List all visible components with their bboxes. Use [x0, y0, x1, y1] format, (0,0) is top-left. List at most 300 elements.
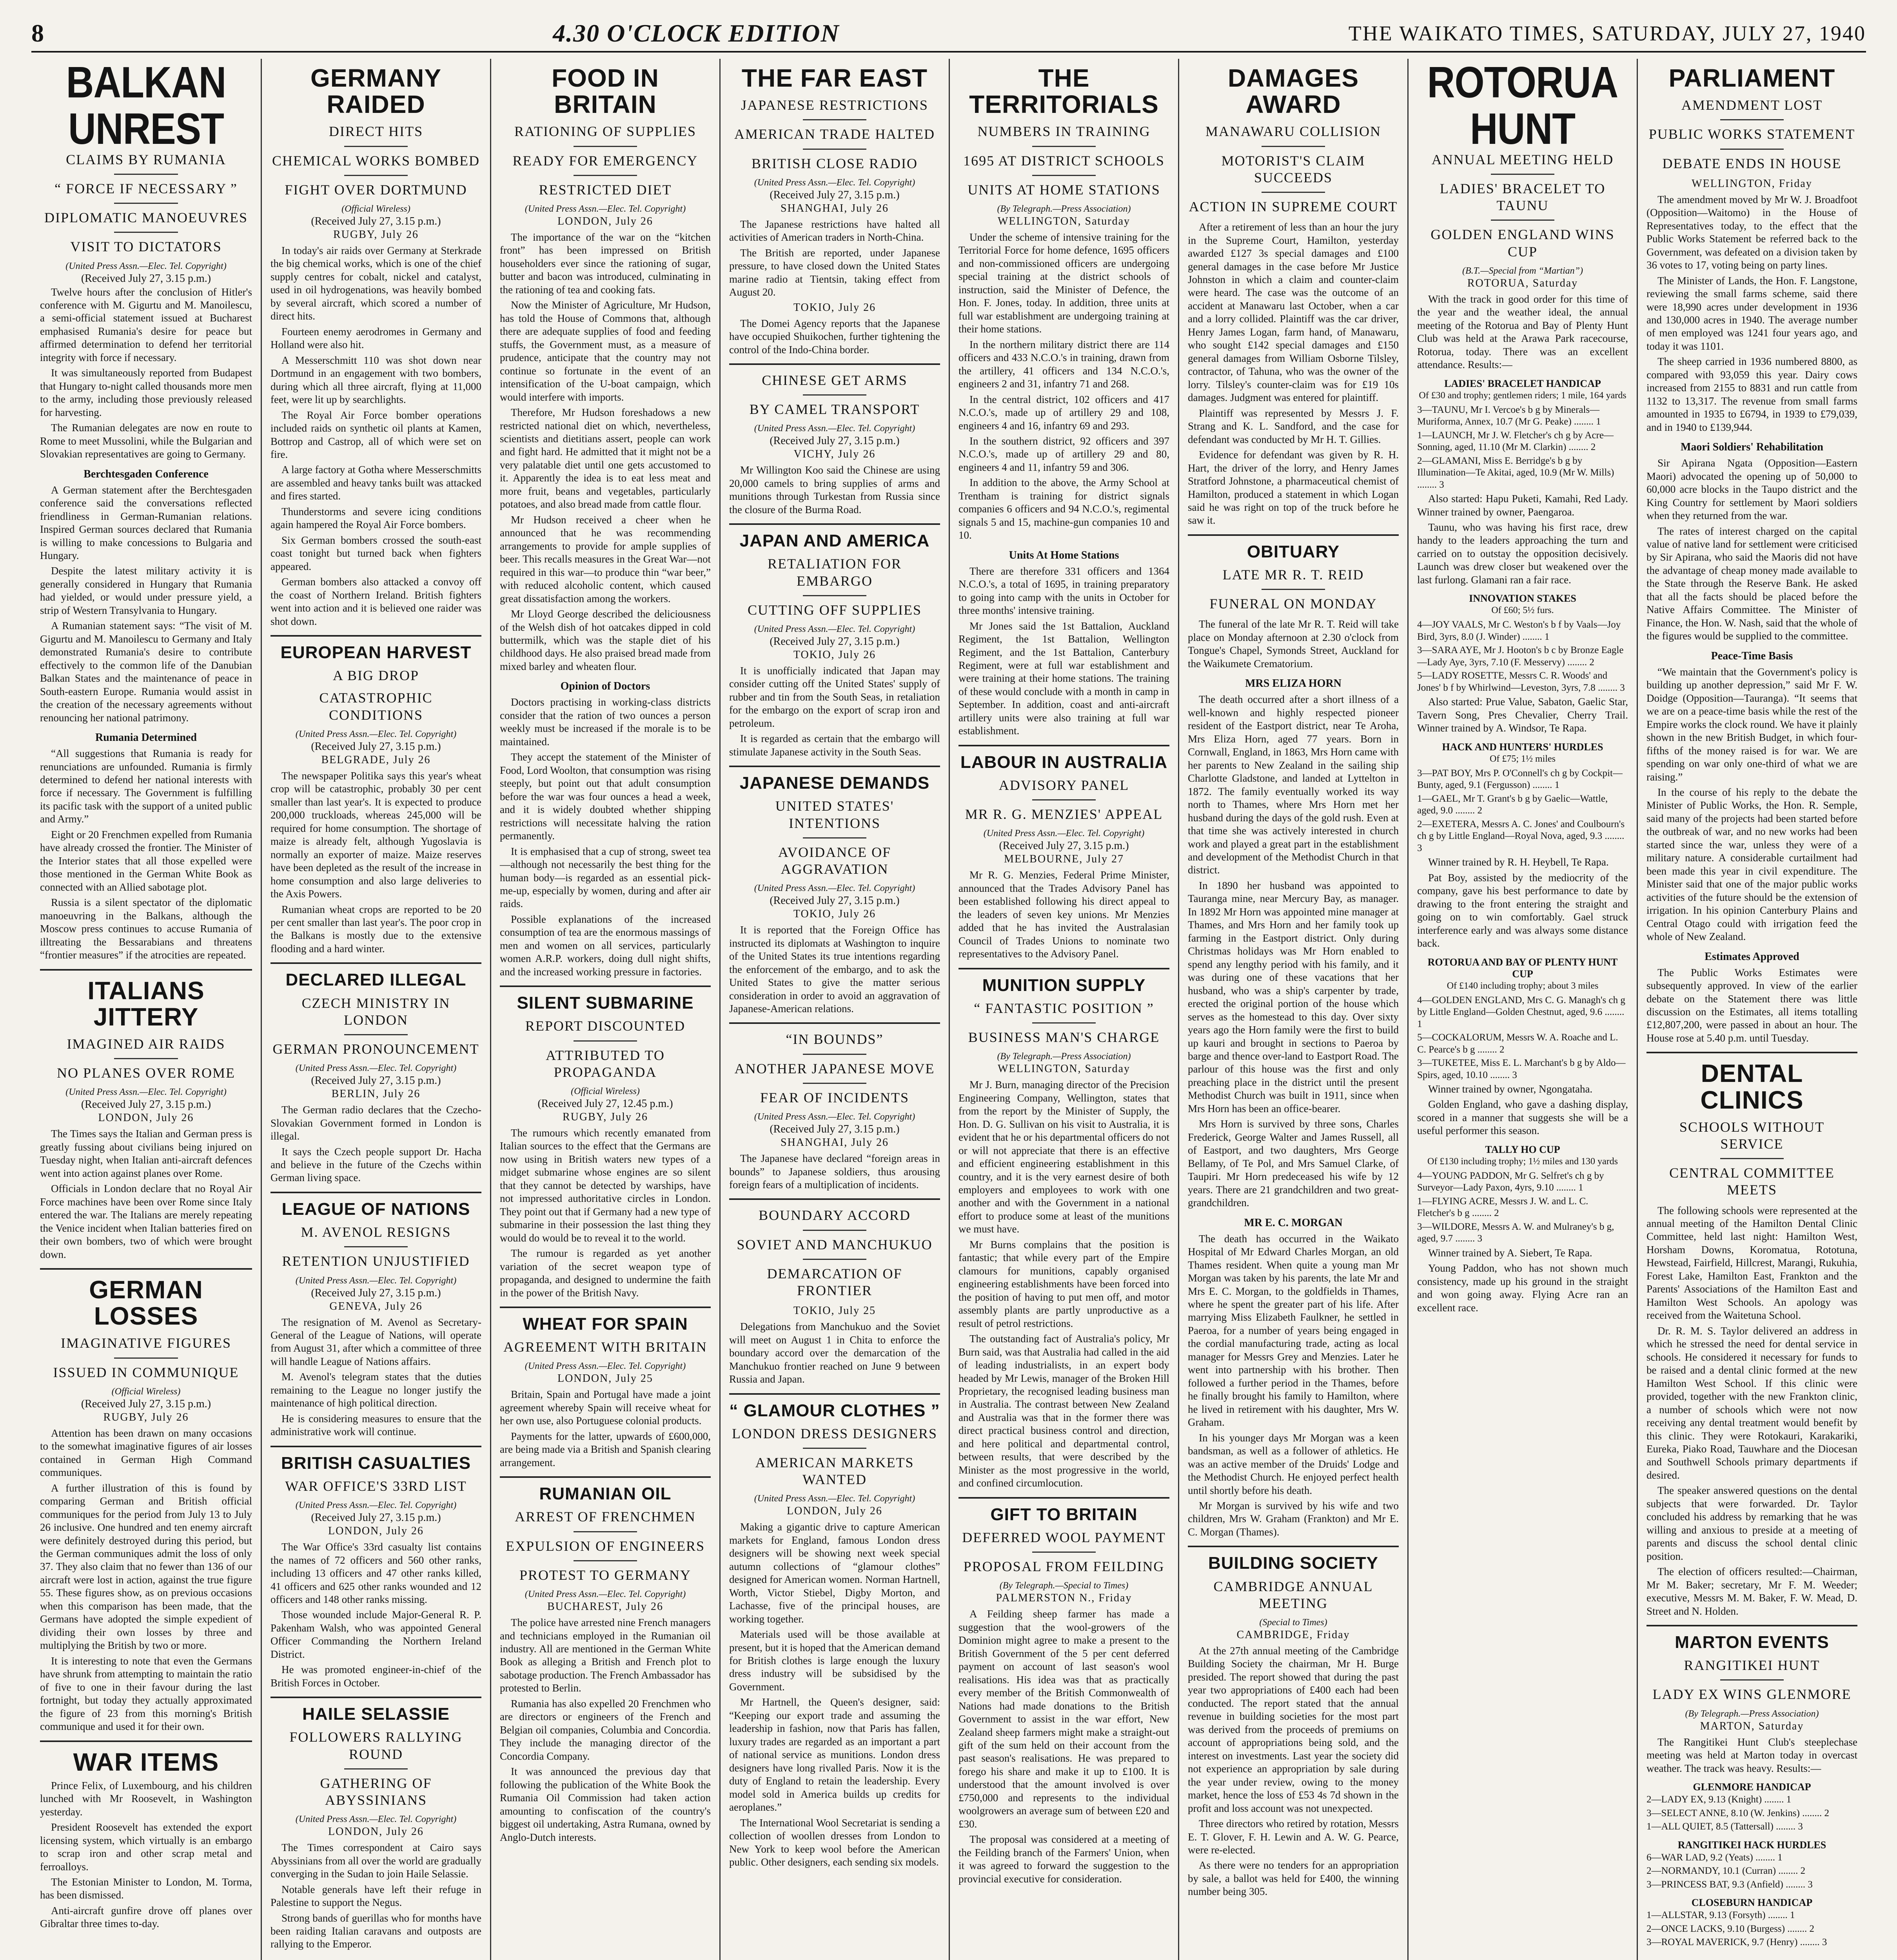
short-divider	[1720, 149, 1783, 150]
subheading: ADVISORY PANEL	[998, 777, 1129, 793]
short-divider	[803, 149, 866, 150]
column-5	[949, 59, 1178, 1960]
article-paragraph: Russia is a silent spectator of the diplomatic manoeuvring in the Balkans, although the Moscow press continues to accuse Rumania of illtreating the Bessarabians and threatens “frontier measures” if the atrocities are repeated.	[40, 897, 252, 961]
article-paragraph: A further illustration of this is found by comparing German and British official communiques for the period from July 13 to July 26 inclusive. One hundred and ten enemy aircraft were definitely destroyed during this period, but the German communiques admit the loss of only 37. They also claim that no fewer than 136 of our aircraft were lost in action, against the true figure 55. These figures show, as on previous occasions when this comparison has been made, that the Germans have adopted the simple expedient of dividing their own losses by three and multiplying the British by two or more.	[40, 1482, 252, 1651]
article-divider	[729, 523, 940, 525]
section-subhead: Berchtesgaden Conference	[84, 468, 209, 480]
subheading: ISSUED IN COMMUNIQUE	[53, 1364, 239, 1380]
headline: DAMAGES AWARD	[1227, 64, 1359, 119]
headline: WHEAT FOR SPAIN	[523, 1314, 688, 1334]
article-paragraph: He was promoted engineer-in-chief of the British Forces in October.	[270, 1664, 481, 1689]
wire-credit: (United Press Assn.—Elec. Tel. Copyright)	[754, 423, 915, 434]
article-paragraph: Those wounded include Major-General R. P. Pakenham Walsh, who was appointed General Officer Commanding the Northern Ireland District.	[270, 1609, 481, 1660]
article-paragraph: Therefore, Mr Hudson foreshadows a new restricted national diet on which, nevertheless, scientists and dietitians assert, people can work and fight hard. He admitted that it might not be a very palatable diet until one gets accustomed to it. Apparently the idea is to eat less meat and more fruit, beans and vegetables, particularly potatoes, and also bread made from cattle flour.	[500, 407, 711, 510]
subheading: PROTEST TO GERMANY	[519, 1567, 692, 1583]
dateline: TOKIO, July 25	[793, 1305, 876, 1317]
subheading: BRITISH CLOSE RADIO	[751, 155, 918, 171]
dateline: BELGRADE, July 26	[321, 753, 431, 766]
article-paragraph: The proposal was considered at a meeting of the Feilding branch of the Farmers' Union, when it was agreed to forward the suggestion to the provincial executive for consideration.	[958, 1833, 1169, 1885]
section-subhead: Estimates Approved	[1705, 950, 1799, 963]
article-divider	[1188, 1546, 1399, 1547]
subheading: BY CAMEL TRANSPORT	[749, 401, 920, 417]
received-line: (Received July 27, 3.15 p.m.)	[311, 1512, 441, 1524]
race-result-line: 3—PAT BOY, Mrs P. O'Connell's ch g by Cockpit—Bunty, aged, 9.1 (Fergusson) ........ 1	[1417, 768, 1623, 791]
section-subhead: MR E. C. MORGAN	[1244, 1216, 1343, 1229]
article-paragraph: Young Paddon, who has not shown much consistency, made up his ground in the straight and won going away. Flying Acre ran an excellent race.	[1417, 1262, 1628, 1314]
race-result-line: 1—GAEL, Mr T. Grant's b g by Gaelic—Wattle, aged, 9.0 ........ 2	[1417, 793, 1608, 816]
short-divider	[114, 232, 178, 233]
dateline: LONDON, July 26	[328, 1525, 424, 1537]
article-paragraph: Mr Lloyd George described the deliciousness of the Welsh dish of hot oatcakes dipped in cold buttermilk, which was the staple diet of his childhood days. He also praised bread made from mixed barley and wheaten flour.	[500, 608, 711, 672]
article-paragraph: It was announced the previous day that following the publication of the White Book the Rumania Oil Commission had taken action amounting to confiscation of the country's biggest oil undertaking, Astra Rumana, owned by Anglo-Dutch interests.	[500, 1766, 711, 1843]
race-conditions: Of £60; 5½ furs.	[1491, 605, 1554, 616]
short-divider	[574, 175, 637, 176]
received-line: (Received July 27, 12.45 p.m.)	[537, 1098, 673, 1110]
section-subhead: Peace-Time Basis	[1711, 650, 1793, 662]
received-line: (Received July 27, 3.15 p.m.)	[770, 189, 900, 201]
subheading: NUMBERS IN TRAINING	[977, 123, 1151, 140]
article-paragraph: The Domei Agency reports that the Japanese have occupied Shuikochen, further tightening the control of the Indo-China border.	[729, 317, 940, 356]
article-paragraph: Also started: Hapu Puketi, Kamahi, Red Lady. Winner trained by owner, Paengaroa.	[1417, 493, 1628, 518]
article-paragraph: With the track in good order for this time of the year and the weather ideal, the annual meeting of the Rotorua and Bay of Plenty Hunt Club was held at the Arawa Park racecourse, Rotorua, today. There was an excellent attendance. Results:—	[1417, 293, 1628, 371]
dateline: WELLINGTON, Friday	[1692, 177, 1812, 190]
article-paragraph: The Japanese restrictions have halted all activities of American traders in North-China.	[729, 218, 940, 243]
received-line: (Received July 27, 3.15 p.m.)	[311, 1287, 441, 1299]
article-paragraph: Golden England, who gave a dashing display, scored in a manner that suggests she will be a useful performer this season.	[1417, 1098, 1628, 1137]
subheading: PUBLIC WORKS STATEMENT	[1648, 126, 1855, 142]
article-paragraph: “All suggestions that Rumania is ready for renunciations are unfounded. Rumania is firmly determined to defend her national interests with force if necessary. The Government is fulfilling its pacific task with the support of a united public and Army.”	[40, 748, 252, 825]
received-line: (Received July 27, 3.15 p.m.)	[81, 1098, 211, 1111]
headline: HAILE SELASSIE	[302, 1704, 450, 1724]
subheading: RETALIATION FOR EMBARGO	[767, 556, 902, 589]
short-divider	[344, 1034, 407, 1035]
article-paragraph: The death has occurred in the Waikato Hospital of Mr Edward Charles Morgan, an old Thames resident. When quite a young man Mr Morgan was taken by his parents, the late Mr and Mrs E. C. Morgan, to the goldfields in Thames, where he spent the greater part of his life. After marrying Miss Elizabeth Faulkner, he settled in Paeroa, for a number of years being engaged in the cordial manufacturing trade, acting as local manager for Messrs Grey and Menzies. Later he went into partnership with his brother. Then followed a further period in the Thames, before he finally brought his family to Hamilton, where he lived in retirement with his daughter, Mrs W. Graham.	[1188, 1232, 1399, 1428]
headline: “ GLAMOUR CLOTHES ”	[729, 1401, 940, 1420]
dateline: LONDON, July 26	[98, 1112, 194, 1124]
article-divider	[958, 745, 1169, 746]
article-divider	[40, 1268, 252, 1270]
short-divider	[1262, 146, 1325, 147]
column-2	[261, 59, 490, 1960]
received-line: (Received July 27, 3.15 p.m.)	[81, 272, 211, 285]
subheading: FOLLOWERS RALLYING ROUND	[289, 1729, 463, 1762]
subheading: LATE MR R. T. REID	[1222, 567, 1364, 583]
short-divider	[803, 1054, 866, 1055]
headline: GERMAN LOSSES	[89, 1276, 203, 1330]
short-divider	[1720, 1679, 1783, 1681]
short-divider	[803, 1083, 866, 1084]
wire-credit: (United Press Assn.—Elec. Tel. Copyright)	[525, 1589, 686, 1600]
section-subhead: MRS ELIZA HORN	[1245, 677, 1342, 690]
short-divider	[574, 1531, 637, 1532]
article-paragraph: He is considering measures to ensure that the administrative work will continue.	[270, 1412, 481, 1438]
received-line: (Received July 27, 3.15 p.m.)	[311, 1074, 441, 1087]
headline: FOOD IN BRITAIN	[552, 64, 659, 119]
section-subhead: Units At Home Stations	[1009, 549, 1119, 561]
received-line: (Received July 27, 3.15 p.m.)	[81, 1397, 211, 1410]
article-paragraph: Mr Hartnell, the Queen's designer, said: “Keeping our export trade and assuming the leadership in fashion, now that Paris has fallen, luxury trades are regarded as an important a part of national service as munitions. London dress designers have long rivalled Paris. Now it is the duty of England to retain the leadership. Every model sold in America builds up credits for aeroplanes.”	[729, 1696, 940, 1813]
received-line: (Received July 27, 3.15 p.m.)	[311, 215, 441, 227]
subheading: JAPANESE RESTRICTIONS	[741, 97, 928, 113]
article-divider	[500, 1476, 711, 1478]
dateline: GENEVA, July 26	[329, 1300, 423, 1312]
article-paragraph: In addition to the above, the Army School at Trentham is training for district signals companies 6 officers and 94 N.C.O.'s, regimental signals 5 and 15, machine-gun companies 10 and 10.	[958, 477, 1169, 541]
subheading: BUSINESS MAN'S CHARGE	[968, 1029, 1160, 1045]
section-subhead: Opinion of Doctors	[560, 680, 650, 693]
article-divider	[1646, 1625, 1857, 1626]
subheading: CZECH MINISTRY IN LONDON	[301, 995, 450, 1028]
wire-credit: (United Press Assn.—Elec. Tel. Copyright)	[295, 1275, 457, 1286]
article-paragraph: Eight or 20 Frenchmen expelled from Rumania have already crossed the frontier. The Minister of the Interior states that all those expelled were those mentioned in the German White Book as connected with an Allied sabotage plot.	[40, 828, 252, 893]
dateline: BERLIN, July 26	[331, 1088, 421, 1100]
subheading: MR R. G. MENZIES' APPEAL	[965, 806, 1163, 822]
short-divider	[1032, 175, 1095, 176]
article-paragraph: The death occurred after a short illness of a well-known and highly respected pioneer resident of the Eastport district, near Te Aroha, Mrs Eliza Horn, aged 77 years. Born in Cornwall, England, in 1863, Mrs Horn came with her parents to New Zealand in the sailing ship Charlotte Gladstone, and landed at Lyttelton in 1872. The family eventually worked its way north to Thames, where Mrs Horn met her husband during the days of the gold rush. Even at that time she was actively interested in church work and played a great part in the establishment and development of the Methodist Church in that district.	[1188, 693, 1399, 876]
article-paragraph: Twelve hours after the conclusion of Hitler's conference with M. Gigurtu and M. Manoilescu, a semi-official statement issued at Bucharest emphasised Rumania's desire for peace but affirmed determination to defend her territorial integrity with force if necessary.	[40, 286, 252, 363]
dateline: WELLINGTON, Saturday	[997, 1063, 1131, 1075]
headline: OBITUARY	[1247, 542, 1340, 561]
article-paragraph: As there were no tenders for an appropriation by sale, a ballot was held for £400, the winning number being 305.	[1188, 1859, 1399, 1898]
race-title: HACK AND HUNTERS' HURDLES	[1442, 741, 1603, 753]
article-paragraph: It says the Czech people support Dr. Hacha and believe in the future of the Czechs within German living space.	[270, 1145, 481, 1184]
subheading: CATASTROPHIC CONDITIONS	[319, 690, 433, 723]
article-paragraph: There are therefore 331 officers and 1364 N.C.O.'s, a total of 1695, in training preparatory to going into camp with the units in October for three months' intensive training.	[958, 565, 1169, 617]
short-divider	[114, 174, 178, 175]
article-divider	[270, 1192, 481, 1193]
subheading: A BIG DROP	[332, 668, 419, 684]
article-paragraph: Also started: Prue Value, Sabaton, Gaelic Star, Tavern Song, Pres Chevalier, Cherry Trail. Winner trained by A. Windsor, Te Rapa.	[1417, 696, 1628, 734]
article-paragraph: Thunderstorms and severe icing conditions again hampered the Royal Air Force bombers.	[270, 505, 481, 531]
short-divider	[1032, 799, 1095, 800]
article-paragraph: The outstanding fact of Australia's policy, Mr Burn said, was that Australia had called in the aid of leading industrialists, in an expert body headed by Mr Lewis, manager of the Broken Hill Proprietary, the recognised leading business man in Australia. The contrast between New Zealand and Australia was that in the former there was direct practical business control and direction, and here political and departmental control, between results, that were described by the Minister as the most progressive in the world, and confined circumlocution.	[958, 1333, 1169, 1489]
subheading: IMAGINED AIR RAIDS	[67, 1036, 225, 1052]
wire-credit: (United Press Assn.—Elec. Tel. Copyright)	[754, 624, 915, 634]
short-divider	[803, 394, 866, 396]
short-divider	[344, 146, 407, 147]
column-8	[1637, 59, 1866, 1960]
article-paragraph: A Rumanian statement says: “The visit of M. Gigurtu and M. Manoilescu to Germany and Italy demonstrated Rumania's desire to contribute effectively to the common life of the Danubian Balkan States and the maintenance of peace in South-eastern Europe. Rumania would assist in the creation of the necessary agreements without renouncing her national patrimony.	[40, 620, 252, 724]
subheading: DEBATE ENDS IN HOUSE	[1662, 155, 1842, 171]
article-divider	[729, 1393, 940, 1395]
short-divider	[1262, 589, 1325, 590]
subheading: FEAR OF INCIDENTS	[760, 1089, 909, 1105]
dateline: BUCHAREST, July 26	[547, 1601, 664, 1613]
short-divider	[803, 1230, 866, 1231]
subheading: ARREST OF FRENCHMEN	[515, 1509, 696, 1525]
headline: THE FAR EAST	[741, 64, 928, 92]
article-paragraph: Winner trained by owner, Ngongataha.	[1428, 1083, 1593, 1095]
subheading: MANAWARU COLLISION	[1205, 123, 1381, 140]
article-paragraph: Pat Boy, assisted by the mediocrity of the company, gave his best performance to date by drawing to the front entering the straight and going on to win comfortably. Gael struck interference early and was always some distance back.	[1417, 871, 1628, 949]
dateline: TOKIO, July 26	[793, 301, 876, 314]
article-paragraph: It is emphasised that a cup of strong, sweet tea—although not necessarily the best thing for the human body—is regarded as an essential pick-me-up, especially by women, during and after air raids.	[500, 845, 711, 910]
wire-credit: (United Press Assn.—Elec. Tel. Copyright)	[754, 177, 915, 188]
article-paragraph: The rumour is regarded as yet another variation of the secret weapon type of propaganda, and designed to undermine the faith in the power of the British Navy.	[500, 1247, 711, 1299]
headline: ITALIANS JITTERY	[87, 976, 205, 1031]
headline: BUILDING SOCIETY	[1208, 1553, 1379, 1573]
race-result-line: 3—PRINCESS BAT, 9.3 (Anfield) ........ 3	[1646, 1879, 1813, 1890]
page-number: 8	[31, 19, 44, 47]
subheading: AGREEMENT WITH BRITAIN	[503, 1339, 707, 1355]
received-line: (Received July 27, 3.15 p.m.)	[770, 1123, 900, 1136]
wire-credit: (United Press Assn.—Elec. Tel. Copyright)	[295, 1500, 457, 1511]
wire-credit: (United Press Assn.—Elec. Tel. Copyright)	[754, 883, 915, 894]
subheading: MOTORIST'S CLAIM SUCCEEDS	[1221, 152, 1365, 185]
article-paragraph: In the course of his reply to the debate the Minister of Public Works, the Hon. R. Semple, said many of the projects had been started before the outbreak of war, and no new works had been started since the war, unless they were of a military nature. A considerable curtailment had been made this year in civil expenditure. The Minister said that one of the major public works activities of the future should be the extension of irrigation. In his opinion Canterbury Plains and Central Otago could with irrigation feed the whole of New Zealand.	[1646, 786, 1857, 943]
article-paragraph: In the southern district, 92 officers and 397 N.C.O.'s, made up of artillery 29 and 80, engineers 4 and 11, infantry 59 and 306.	[958, 435, 1169, 473]
short-divider	[803, 1448, 866, 1449]
article-paragraph: A Messerschmitt 110 was shot down near Dortmund in an engagement with two bombers, during which all three aircraft, flying at 11,000 feet, were lit up by searchlights.	[270, 354, 481, 406]
race-result-line: 3—WILDORE, Messrs A. W. and Mulraney's b g, aged, 9.7 ........ 3	[1417, 1221, 1614, 1244]
article-paragraph: Now the Minister of Agriculture, Mr Hudson, has told the House of Commons that, although there are adequate supplies of food and feeding stuffs, the Government must, as a measure of prudence, anticipate that the country may not continue so fortunate in the event of an intensification of the U-boat campaign, which would interfere with imports.	[500, 299, 711, 403]
race-result-line: 6—WAR LAD, 9.2 (Yeats) ........ 1	[1646, 1852, 1783, 1863]
article-paragraph: The importance of the war on the “kitchen front” has been impressed on British householders ever since the rationing of sugar, butter and bacon was introduced, culminating in the rationing of tea and cooking fats.	[500, 231, 711, 296]
article-divider	[729, 363, 940, 365]
wire-credit: (By Telegraph.—Special to Times)	[999, 1581, 1129, 1591]
dateline: MELBOURNE, July 27	[1004, 853, 1124, 866]
subheading: BOUNDARY ACCORD	[759, 1207, 911, 1223]
headline: SILENT SUBMARINE	[517, 993, 694, 1013]
article-paragraph: The election of officers resulted:—Chairman, Mr M. Baker; secretary, Mr F. M. Weeder; executive, Messrs M. M. Baker, F. W. Mead, D. Street and N. Holden.	[1646, 1566, 1857, 1617]
headline: LEAGUE OF NATIONS	[281, 1199, 470, 1219]
article-paragraph: Materials used will be those available at present, but it is hoped that the American demand for British clothes is large enough the luxury dress industry will be subsidised by the Government.	[729, 1628, 940, 1693]
subheading: AMENDMENT LOST	[1681, 97, 1823, 113]
article-divider	[958, 968, 1169, 969]
short-divider	[803, 119, 866, 120]
race-result-line: 5—LADY ROSETTE, Messrs C. R. Woods' and Jones' b f by Whirlwind—Leveston, 3yrs, 7.8 ........ 3	[1417, 670, 1625, 693]
edition-label: 4.30 O'CLOCK EDITION	[553, 19, 840, 47]
subheading: DIRECT HITS	[329, 123, 423, 140]
short-divider	[574, 1560, 637, 1561]
race-result-line: 2—LADY EX, 9.13 (Knight) ........ 1	[1646, 1794, 1792, 1805]
article-paragraph: Attention has been drawn on many occasions to the somewhat imaginative figures of air losses contained in German High Command communiques.	[40, 1427, 252, 1479]
subheading: LADY EX WINS GLENMORE	[1652, 1686, 1852, 1702]
article-paragraph: The Minister of Lands, the Hon. F. Langstone, reviewing the small farms scheme, said there were 18,990 acres under development in 1936 and 130,000 acres in 1940. The average number of men employed was 1241 four years ago, and today it was 1101.	[1646, 274, 1857, 352]
headline: MUNITION SUPPLY	[982, 975, 1146, 995]
short-divider	[344, 1768, 407, 1769]
article-paragraph: Payments for the latter, upwards of £600,000, are being made via a British and Spanish clearing arrangement.	[500, 1430, 711, 1468]
race-result-line: 2—ONCE LACKS, 9.10 (Burgess) ........ 2	[1646, 1923, 1815, 1934]
subheading: FUNERAL ON MONDAY	[1209, 596, 1377, 612]
wire-credit: (United Press Assn.—Elec. Tel. Copyright)	[525, 1361, 686, 1372]
wire-credit: (United Press Assn.—Elec. Tel. Copyright)	[65, 261, 227, 271]
headline: THE TERRITORIALS	[969, 64, 1159, 119]
article-divider	[270, 962, 481, 964]
short-divider	[114, 1357, 178, 1359]
article-divider	[270, 1697, 481, 1698]
column-4	[719, 59, 949, 1960]
article-paragraph: Rumania has also expelled 20 Frenchmen who are directors or engineers of the French and Belgian oil companies, Columbia and Concordia. They include the managing director of the Concordia Company.	[500, 1697, 711, 1762]
race-result-line: 1—FLYING ACRE, Messrs J. W. and L. C. Fletcher's b g ........ 2	[1417, 1196, 1588, 1219]
masthead	[31, 16, 1866, 53]
dateline: SHANGHAI, July 26	[781, 1136, 889, 1149]
article-paragraph: Strong bands of guerillas who for months have been raiding Italian caravans and outposts are rallying to the Emperor.	[270, 1912, 481, 1950]
article-paragraph: Delegations from Manchukuo and the Soviet will meet on August 1 in Chita to enforce the boundary accord over the demarcation of the Manchukuo frontier reached on June 9 between Russia and Japan.	[729, 1321, 940, 1385]
subheading: PROPOSAL FROM FEILDING	[963, 1559, 1165, 1575]
article-divider	[40, 969, 252, 971]
subheading: DIPLOMATIC MANOEUVRES	[44, 210, 248, 226]
headline: ROTORUA HUNT	[1427, 59, 1618, 153]
race-title: GLENMORE HANDICAP	[1693, 1781, 1811, 1793]
subheading: “ FANTASTIC POSITION ”	[974, 1000, 1154, 1016]
article-paragraph: “We maintain that the Government's policy is building up another depression,” said Mr F. W. Doidge (Opposition—Tauranga). “It seems that we are on a peace-time basis while the rest of the Empire works the clock round. We have it plainly shown in the new British Budget, in which four-fifths of the money raised is for war. We are spending on war only one-third of what we are raising.”	[1646, 666, 1857, 783]
article-paragraph: In the northern military district there are 114 officers and 433 N.C.O.'s in training, drawn from the artillery, 41 officers and 134 N.C.O.'s, engineers 2 and 31, infantry 71 and 268.	[958, 338, 1169, 390]
headline: JAPAN AND AMERICA	[739, 531, 930, 551]
subheading: RESTRICTED DIET	[539, 181, 672, 198]
article-paragraph: A large factory at Gotha where Messerschmitts are assembled and heavy tanks built was attacked and fires started.	[270, 464, 481, 502]
dateline: SHANGHAI, July 26	[781, 202, 889, 214]
race-conditions: Of £130 including trophy; 1½ miles and 130 yards	[1427, 1156, 1618, 1167]
race-result-line: 3—SARA AYE, Mr J. Hooton's b c by Bronze Eagle—Lady Aye, 3yrs, 7.10 (F. Messervy) ........ 2	[1417, 645, 1624, 668]
received-line: (Received July 27, 3.15 p.m.)	[770, 435, 900, 447]
article-paragraph: Anti-aircraft gunfire drove off planes over Gibraltar three times to-day.	[40, 1904, 252, 1930]
article-paragraph: The Estonian Minister to London, M. Torma, has been dismissed.	[40, 1876, 252, 1901]
dateline: CAMBRIDGE, Friday	[1236, 1628, 1350, 1641]
race-result-line: 5—COCKALORUM, Messrs W. A. Roache and L. C. Pearce's b g ........ 2	[1417, 1032, 1618, 1055]
article-paragraph: Officials in London declare that no Royal Air Force machines have been over Rome since Italy entered the war. The Italians are merely repeating the Venice incident when Italian batteries fired on their own bombers, two of which were brought down.	[40, 1183, 252, 1260]
received-line: (Received July 27, 3.15 p.m.)	[770, 635, 900, 648]
article-paragraph: At the 27th annual meeting of the Cambridge Building Society the chairman, Mr H. Burge presided. The report showed that during the past year two appropriations of £400 each had been conducted. The report stated that the annual revenue in building societies for the most part was derived from the proceeds of premiums on account of appropriations being sold, and the interest on investments. Last year the society did not experience an appropriation by sale during the year under review, owing to the money market, hence the loss of £53 4s 7d shown in the profit and loss account was not unexpected.	[1188, 1644, 1399, 1814]
subheading: GERMAN PRONOUNCEMENT	[272, 1041, 479, 1057]
article-paragraph: Mr Jones said the 1st Battalion, Auckland Regiment, the 1st Battalion, Wellington Regiment, and the 1st Battalion, Canterbury Regiment, were at full war establishment and were training at their home stations. The training of these would conclude with a month in camp in September. In addition, coast and anti-aircraft artillery units were also training at full war establishment.	[958, 620, 1169, 737]
section-subhead: Maori Soldiers' Rehabilitation	[1681, 441, 1823, 454]
short-divider	[1720, 119, 1783, 120]
subheading: DEFERRED WOOL PAYMENT	[962, 1529, 1166, 1545]
race-title: LADIES' BRACELET HANDICAP	[1444, 377, 1601, 389]
article-paragraph: Taunu, who was having his first race, drew handy to the leaders approaching the turn and carried on to outstay the opposition decisively. Launch was drew closer but weakened over the last furlong. Glamani ran a fair race.	[1417, 521, 1628, 586]
subheading: CLAIMS BY RUMANIA	[66, 151, 226, 167]
article-paragraph: Six German bombers crossed the south-east coast tonight but turned back when fighters appeared.	[270, 534, 481, 572]
wire-credit: (United Press Assn.—Elec. Tel. Copyright)	[295, 729, 457, 739]
article-paragraph: Possible explanations of the increased consumption of tea are the enormous massings of men and women on all services, particularly women A.R.P. workers, doing dull night shifts, and the increased working pressure in factories.	[500, 913, 711, 978]
article-divider	[1646, 1052, 1857, 1053]
dateline: WELLINGTON, Saturday	[997, 215, 1131, 227]
dateline: LONDON, July 26	[328, 1826, 424, 1838]
dateline: RUGBY, July 26	[103, 1411, 189, 1423]
article-divider	[729, 1022, 940, 1024]
article-paragraph: Under the scheme of intensive training for the Territorial Force for home defence, 1695 officers and non-commissioned officers are undergoing special training at the district schools of instruction, said the Minister of Defence, the Hon. F. Jones, today. In addition, three units at full war establishment are undergoing training at their home stations.	[958, 231, 1169, 335]
newspaper-dateline: THE WAIKATO TIMES, SATURDAY, JULY 27, 1940	[1348, 22, 1866, 45]
article-divider	[729, 1198, 940, 1200]
headline: WAR ITEMS	[73, 1748, 219, 1776]
dateline: LONDON, July 26	[557, 215, 653, 227]
dateline: RUGBY, July 26	[562, 1111, 648, 1123]
race-title: INNOVATION STAKES	[1469, 593, 1576, 604]
column-1	[31, 59, 261, 1960]
headline: BALKAN UNREST	[66, 59, 226, 153]
article-paragraph: Prince Felix, of Luxembourg, and his children lunched with Mr Roosevelt, in Washington yesterday.	[40, 1779, 252, 1818]
article-paragraph: It is reported that the Foreign Office has instructed its diplomats at Washington to inquire of the United States its true intentions regarding the enforcement of the embargo, and to ask the United States to give the matter serious consideration in order to avoid an aggravation of Japanese-American relations.	[729, 924, 940, 1014]
subheading: RATIONING OF SUPPLIES	[514, 123, 697, 140]
article-paragraph: A Feilding sheep farmer has made a suggestion that the wool-growers of the Dominion might agree to make a present to the British Government of the 5 per cent deferred payment on account of last season's wool realisations. His idea was that as practically every member of the British Commonwealth of Nations had made donations to the British Government to assist in the war effort, New Zealand sheep farmers might make a straight-out gift of the sum held on their account from the past season's realisations. He was prepared to forego his share and make it up to £100. It is understood that the amount involved is over £750,000 and represents to the individual woolgrowers an average sum of between £20 and £30.	[958, 1608, 1169, 1830]
article-divider	[958, 1497, 1169, 1499]
short-divider	[1032, 1022, 1095, 1024]
race-title: ROTORUA AND BAY OF PLENTY HUNT CUP	[1427, 956, 1618, 980]
subheading: GATHERING OF ABYSSINIANS	[320, 1775, 432, 1808]
short-divider	[574, 1040, 637, 1042]
short-divider	[344, 175, 407, 176]
subheading: SCHOOLS WITHOUT SERVICE	[1679, 1119, 1825, 1152]
wire-credit: (By Telegraph.—Press Association)	[1685, 1708, 1819, 1719]
received-line: (Received July 27, 3.15 p.m.)	[999, 840, 1129, 852]
race-result-line: 4—JOY VAALS, Mr C. Weston's b f by Vaals—Joy Bird, 3yrs, 8.0 (J. Winder) ........ 1	[1417, 619, 1621, 642]
subheading: 1695 AT DISTRICT SCHOOLS	[963, 152, 1165, 169]
article-paragraph: The Japanese have declared “foreign areas in bounds” to Japanese soldiers, thus arousing foreign fears of a multiplication of incidents.	[729, 1152, 940, 1191]
subheading: NO PLANES OVER ROME	[56, 1065, 236, 1081]
column-6	[1178, 59, 1407, 1960]
article-paragraph: Three directors who retired by rotation, Messrs E. T. Glover, F. H. Lewin and A. W. G. Pearce, were re-elected.	[1188, 1818, 1399, 1856]
subheading: GOLDEN ENGLAND WINS CUP	[1430, 227, 1615, 260]
article-paragraph: The amendment moved by Mr W. J. Broadfoot (Opposition—Waitomo) in the House of Representatives today, to the effect that the Public Works Statement be referred back to the Government, was defeated on a division taken by 36 votes to 17, voting being on party lines.	[1646, 193, 1857, 271]
article-paragraph: It is interesting to note that even the Germans have shrunk from attempting to maintain the ratio of five to one in their favour during the last fortnight, but today they actually approximated the figure of 23 from this morning's British communique and used it for their own.	[40, 1655, 252, 1733]
article-paragraph: Sir Apirana Ngata (Opposition—Eastern Maori) advocated the opening up of 50,000 to 60,000 acre blocks in the Taupo district and the King Country for settlement by Maori soldiers when they returned from the war.	[1646, 457, 1857, 522]
section-subhead: Rumania Determined	[95, 731, 197, 744]
wire-credit: (By Telegraph.—Press Association)	[997, 203, 1131, 214]
article-paragraph: The Rumanian delegates are now en route to Rome to meet Mussolini, while the Bulgarian and Slovakian representatives are going to Germany.	[40, 422, 252, 460]
race-result-line: 3—TAUNU, Mr I. Vercoe's b g by Minerals—Muriforma, Annex, 10.7 (Mr G. Peake) ........ 1	[1417, 404, 1601, 427]
short-divider	[1491, 174, 1554, 175]
subheading: EXPULSION OF ENGINEERS	[505, 1538, 705, 1554]
race-result-line: 2—GLAMANI, Miss E. Berridge's b g by Illumination—Te Akitai, aged, 10.9 (Mr W. Mills) ........ 3	[1417, 455, 1614, 490]
article-paragraph: The resignation of M. Avenol as Secretary-General of the League of Nations, will operate from August 31, after which a committee of three will handle League of Nations affairs.	[270, 1316, 481, 1367]
subheading: AMERICAN MARKETS WANTED	[755, 1454, 914, 1488]
dateline: LONDON, July 25	[557, 1372, 653, 1385]
article-paragraph: It is regarded as certain that the embargo will stimulate Japanese activity in the South Seas.	[729, 733, 940, 758]
short-divider	[803, 595, 866, 596]
short-divider	[803, 1259, 866, 1260]
subheading: ANNUAL MEETING HELD	[1431, 151, 1614, 167]
subheading: REPORT DISCOUNTED	[525, 1018, 686, 1034]
article-paragraph: The speaker answered questions on the dental subjects that were forwarded. Dr. Taylor concluded his address by remarking that he was willing and anxious to preside at a meeting of parents and discuss the school dental clinic position.	[1646, 1485, 1857, 1562]
short-divider	[574, 146, 637, 147]
column-7	[1407, 59, 1637, 1960]
race-result-line: 4—YOUNG PADDON, Mr G. Selfret's ch g by Surveyor—Lady Paxon, 4yrs, 9.10 ........ 1	[1417, 1170, 1604, 1193]
article-paragraph: The Times says the Italian and German press is greatly fussing about civilians being injured on Tuesday night, when Italian anti-aircraft defences went into action against planes over Rome.	[40, 1128, 252, 1179]
race-title: RANGITIKEI HACK HURDLES	[1677, 1839, 1826, 1851]
headline: RUMANIAN OIL	[539, 1484, 672, 1504]
subheading: ATTRIBUTED TO PROPAGANDA	[546, 1047, 665, 1080]
subheading: CUTTING OFF SUPPLIES	[747, 602, 922, 618]
subheading: “IN BOUNDS”	[786, 1031, 884, 1047]
headline: GERMANY RAIDED	[310, 64, 442, 119]
article-paragraph: Notable generals have left their refuge in Palestine to support the Negus.	[270, 1883, 481, 1909]
subheading: RETENTION UNJUSTIFIED	[282, 1253, 470, 1269]
subheading: CHEMICAL WORKS BOMBED	[272, 152, 480, 169]
article-divider	[729, 766, 940, 767]
subheading: “ FORCE IF NECESSARY ”	[54, 180, 238, 196]
article-paragraph: After a retirement of less than an hour the jury in the Supreme Court, Hamilton, yesterday awarded £127 3s special damages and £100 general damages in the case before Mr Justice Johnston in which a claim and counter-claim were heard. The case was the outcome of an accident at Manawaru last October, when a car and a lorry collided. Plaintiff was the car driver, Henry James Logan, farm hand, of Manawaru, who sought £142 special damages and £150 general damages from William Osborne Tilsley, contractor, of Tahuna, who was the owner of the lorry. Tilsley's counter-claim was for £19 10s damages. Judgment was entered for plaintiff.	[1188, 221, 1399, 404]
wire-credit: (United Press Assn.—Elec. Tel. Copyright)	[983, 828, 1145, 839]
subheading: AMERICAN TRADE HALTED	[734, 126, 935, 142]
headline: LABOUR IN AUSTRALIA	[960, 752, 1168, 772]
article-paragraph: It is unofficially indicated that Japan may consider cutting off the United States' supply of rubber and tin from the South Seas, in retaliation for the embargo on the export of scrap iron and petroleum.	[729, 664, 940, 729]
article-divider	[270, 635, 481, 637]
subheading: SOVIET AND MANCHUKUO	[737, 1236, 933, 1252]
race-result-line: 2—NORMANDY, 10.1 (Curran) ........ 2	[1646, 1866, 1806, 1877]
article-paragraph: German bombers also attacked a convoy off the coast of Northern Ireland. British fighters went into action and it is believed one raider was shot down.	[270, 576, 481, 627]
article-paragraph: Fourteen enemy aerodromes in Germany and Holland were also hit.	[270, 325, 481, 351]
dateline: TOKIO, July 26	[793, 648, 876, 661]
headline: DENTAL CLINICS	[1700, 1059, 1804, 1114]
article-paragraph: The following schools were represented at the annual meeting of the Hamilton Dental Clinic Committee, held last night: Hamilton West, Horsham Downs, Koromatua, Rototuna, Hewstead, Fairfield, Hillcrest, Marangi, Rukuhia, Forest Lake, Hamilton East, Frankton and the Parents' Associations of the Hamilton East and Hamilton West Schools. An apology was received from the Waitetuna School.	[1646, 1204, 1857, 1321]
article-paragraph: The Times correspondent at Cairo says Abyssinians from all over the world are gradually converging in the Sudan to join Haile Selassie.	[270, 1842, 481, 1880]
subheading: DEMARCATION OF FRONTIER	[767, 1265, 902, 1298]
race-result-line: 2—EXETERA, Messrs A. C. Jones' and Coulbourn's ch g by Little England—Royal Nova, aged, 9.3 ........ 3	[1417, 818, 1625, 853]
article-paragraph: The Royal Air Force bomber operations included raids on synthetic oil plants at Kamen, Bottrop and Castrop, all of which were set on fire.	[270, 409, 481, 460]
article-paragraph: M. Avenol's telegram states that the duties remaining to the League no longer justify the maintenance of high political direction.	[270, 1371, 481, 1409]
received-line: (Received July 27, 3.15 p.m.)	[770, 895, 900, 907]
article-paragraph: In the central district, 102 officers and 417 N.C.O.'s, made up of artillery 29 and 108, engineers 4 and 16, infantry 69 and 293.	[958, 393, 1169, 432]
